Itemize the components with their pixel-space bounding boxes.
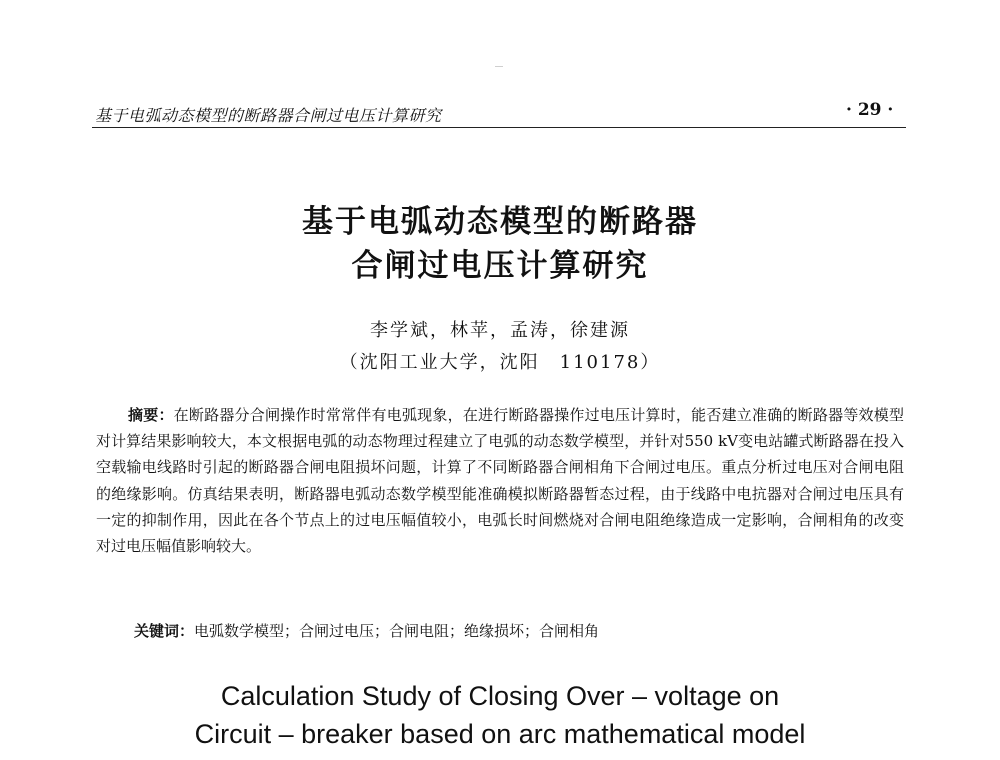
running-head-title: 基于电弧动态模型的断路器合闸过电压计算研究: [95, 106, 442, 125]
abstract-text: 在断路器分合闸操作时常常伴有电弧现象，在进行断路器操作过电压计算时，能否建立准确的断路器等效模型对计算结果影响较大，本文根据电弧的动态物理过程建立了电弧的动态数学模型，并针对550 kV变电站罐式断路器在投入空载输电线路时引起的断路器合闸电阻损坏问题，计算了不同断路器合闸相角下合闸过电压。重点分析过电压对合闸电阻的绝缘影响。仿真结果表明，断路器电弧动态数学模型能准确模拟断路器暂态过程，由于线路中电抗器对合闸过电压具有一定的抑制作用，因此在各个节点上的过电压幅值较小，电弧长时间燃烧对合闸电阻绝缘造成一定影响，合闸相角的改变对过电压幅值影响较大。: [96, 406, 904, 556]
paper-title-line-1: 基于电弧动态模型的断路器: [302, 204, 698, 240]
keywords-text: 电弧数学模型；合闸过电压；合闸电阻；绝缘损坏；合闸相角: [194, 622, 600, 640]
keywords: [134, 620, 599, 641]
english-title-line-1: Calculation Study of Closing Over – voltage on: [220, 681, 780, 711]
header-rule: [92, 127, 906, 128]
scan-mark: [495, 66, 503, 67]
page-number: · 29 ·: [846, 100, 894, 120]
author-list: 李学斌，林苹，孟涛，徐建源: [370, 320, 630, 341]
keywords-label: 关键词：: [134, 622, 195, 640]
affiliation: （沈阳工业大学，沈阳 110178）: [339, 352, 661, 373]
english-title-line-2: Circuit – breaker based on arc mathematical model: [194, 719, 806, 749]
paper-title-line-2: 合闸过电压计算研究: [351, 248, 649, 284]
abstract-label: 摘要：: [128, 406, 174, 424]
abstract: [96, 402, 904, 559]
